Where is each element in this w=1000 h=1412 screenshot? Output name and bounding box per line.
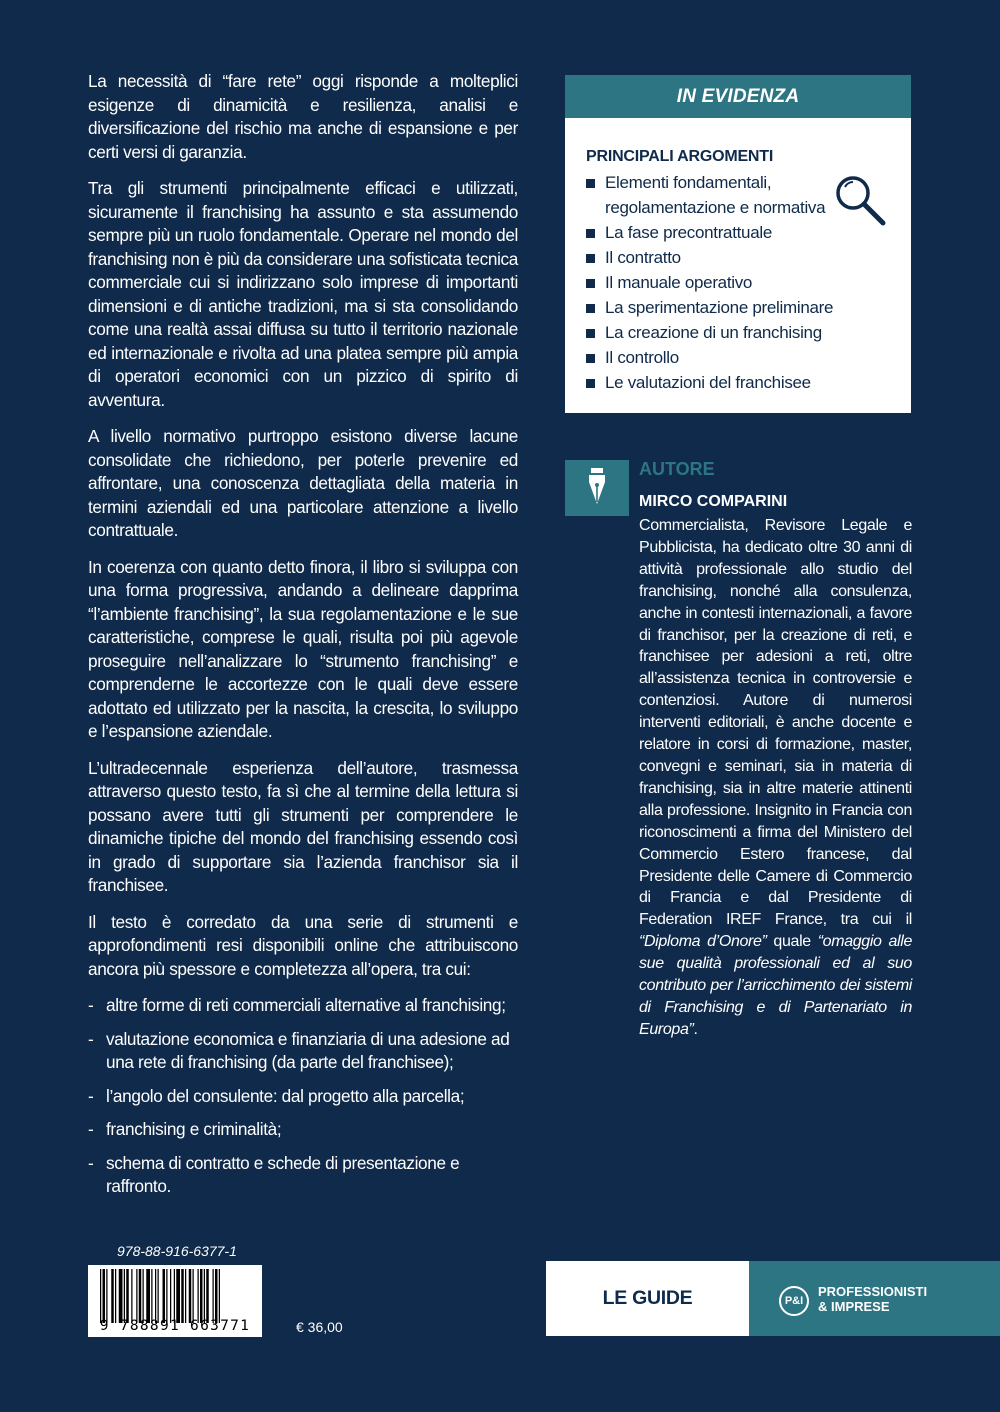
barcode-bar	[124, 1269, 125, 1323]
barcode-bar	[213, 1269, 214, 1323]
publisher-name	[818, 1284, 927, 1314]
in-evidenza-box	[565, 75, 911, 413]
square-bullet-icon	[586, 379, 595, 388]
bio-text: quale	[766, 933, 818, 951]
topic-text: La creazione di un franchising	[605, 323, 822, 342]
barcode-bar	[126, 1269, 129, 1323]
autore-label: AUTORE	[639, 459, 715, 479]
topic-item	[586, 220, 891, 245]
online-resources-list	[88, 994, 518, 1199]
barcode-bar	[103, 1269, 106, 1323]
publisher-line: PROFESSIONISTI	[818, 1284, 928, 1299]
intro-paragraph: L’ultradecennale esperienza dell’autore, trasmessa attraverso questo testo, fa sì che al termine della lettura si possano avere tutti gli strumenti per comprendere le dinamiche tipiche del mondo del franchising essendo così in grado di supportare sia l’azienda franchisor sia il franchisee.	[88, 757, 518, 895]
isbn-text: 978-88-916-6377-1	[117, 1243, 237, 1259]
list-item	[88, 1028, 518, 1075]
dash: -	[88, 1028, 94, 1049]
topic-item	[586, 245, 891, 270]
barcode-bar	[106, 1269, 107, 1323]
list-item-text: l’angolo del consulente: dal progetto alla parcella;	[106, 1085, 465, 1106]
intro-paragraph: Tra gli strumenti principalmente efficaci e utilizzati, sicuramente il franchising ha assunto e sta assumendo sempre più un ruolo fondamentale. Operare nel mondo del franchising non è più da considerare una sofisticata tecnica commerciale cui si indirizzano solo imprese di importanti dimensioni e di antiche tradizioni, ma si sta consolidando come una realtà assai diffusa su tutto il territorio nazionale ed internazionale e rivolta ad una platea sempre più ampia di operatori economici con un pizzico di spirito di avventura.	[88, 178, 518, 410]
topic-item	[586, 345, 891, 370]
barcode-bar	[219, 1269, 220, 1323]
square-bullet-icon	[586, 254, 595, 263]
barcode-bar	[176, 1269, 180, 1323]
price: € 36,00	[296, 1319, 343, 1335]
barcode-bar	[158, 1269, 159, 1323]
list-item-text: valutazione economica e finanziaria di una adesione ad una rete di franchising (da parte del franchisee);	[106, 1028, 510, 1072]
author-name: MIRCO COMPARINI	[639, 493, 788, 510]
topic-item	[586, 270, 891, 295]
list-item	[88, 1152, 518, 1199]
principali-argomenti-title: PRINCIPALI ARGOMENTI	[586, 148, 774, 165]
intro-paragraph: In coerenza con quanto detto finora, il libro si sviluppa con una forma progressiva, andando a delineare dapprima “l’ambiente franchising”, la sua regolamentazione e le sue caratteristiche, comprese le quali, risulta poi più agevole proseguire nell’analizzare lo “strumento franchising” e comprenderne le accortezze con le quali deve essere adottato ed utilizzato per la nascita, la crescita, lo sviluppo e l’espansione aziendale.	[88, 556, 518, 741]
barcode-bar	[115, 1269, 116, 1323]
topic-text: Il contratto	[605, 248, 681, 267]
intro-paragraph: La necessità di “fare rete” oggi risponde a molteplici esigenze di dinamicità e resilienza, analisi e diversificazione del rischio ma anche di espansione e per certi versi di garanzia.	[88, 71, 518, 162]
barcode-bars	[88, 1269, 262, 1323]
topic-item	[586, 320, 891, 345]
barcode-bar	[170, 1269, 171, 1323]
barcode-bar	[143, 1269, 144, 1323]
intro-paragraph: A livello normativo purtroppo esistono diverse lacune consolidate che richiedono, per poterle prevenire ed affrontare, una conoscenza dettagliata della materia in termini aziendali ed una particolare attenzione a livello contrattuale.	[88, 426, 518, 540]
barcode-digits: 9 788891 663771	[99, 1318, 251, 1334]
barcode-bar	[185, 1269, 186, 1323]
topic-text: Elementi fondamentali, regolamentazione e normativa	[605, 173, 826, 217]
barcode-bar	[136, 1269, 137, 1323]
intro-paragraph: Il testo è corredato da una serie di strumenti e approfondimenti resi disponibili online che attribuiscono ancora più spessore e completezza all’opera, tra cui:	[88, 911, 518, 979]
dash: -	[88, 995, 94, 1015]
barcode-bar	[198, 1269, 199, 1323]
list-item-text: schema di contratto e schede di presentazione e raffronto.	[106, 1152, 460, 1196]
author-bio	[639, 515, 912, 1041]
list-item	[88, 994, 518, 1018]
list-item	[88, 1085, 518, 1109]
in-evidenza-header: IN EVIDENZA	[565, 75, 911, 118]
fountain-pen-icon	[565, 460, 629, 516]
square-bullet-icon	[586, 279, 595, 288]
list-item	[88, 1118, 518, 1142]
barcode-bar	[215, 1269, 218, 1323]
description-column	[88, 70, 518, 1209]
in-evidenza-body	[565, 118, 911, 395]
barcode-bar	[174, 1269, 175, 1323]
barcode-bar	[111, 1269, 114, 1323]
square-bullet-icon	[586, 329, 595, 338]
barcode-bar	[119, 1269, 123, 1323]
bio-text: Commercialista, Revisore Legale e Pubblicista, ha dedicato oltre 30 anni di attività professionale allo studio del franchising, nonché alla consulenza, anche in contesti internazionali, a favore di franchisor, per la creazione di reti, e franchisee per adesioni a reti, oltre all’assistenza tecnica in controversie e contenziosi. Autore di numerosi interventi editoriali, è anche docente e relatore in corsi di formazione, master, convegni e seminari, sia in materia di franchising, sia in altre materie attinenti alla professione. Insignito in Francia con riconoscimenti a firma del Ministero del Commercio Estero francese, dal Presidente delle Camere di Commercio di Francia e dal Presidente di Federation IREF France, tra cui il	[639, 517, 912, 929]
barcode-bar	[189, 1269, 192, 1323]
barcode-bar	[206, 1269, 209, 1323]
topic-text: Il controllo	[605, 348, 679, 367]
barcode-bar	[204, 1269, 205, 1323]
topics-list	[586, 170, 891, 395]
barcode-bar	[131, 1269, 132, 1323]
barcode-bar	[139, 1269, 142, 1323]
list-item-text: franchising e criminalità;	[106, 1119, 282, 1139]
topic-item	[586, 170, 891, 220]
bio-text: .	[693, 1020, 698, 1038]
bio-italic: “omaggio alle sue qualità professionali ed al suo contributo per l’arricchimento dei sistemi di Franchising e di Partenariato in Europa”	[639, 933, 912, 1038]
barcode-bar	[193, 1269, 194, 1323]
series-name: LE GUIDE OPERATIVE	[546, 1261, 749, 1336]
barcode-bar	[163, 1269, 166, 1323]
topic-text: Il manuale operativo	[605, 273, 753, 292]
list-item-text: altre forme di reti commerciali alternative al franchising;	[106, 995, 506, 1015]
barcode	[88, 1265, 262, 1337]
dash: -	[88, 1085, 94, 1106]
publisher-logo-icon: P&I	[779, 1286, 809, 1316]
dash: -	[88, 1152, 94, 1173]
publisher-logo-box	[749, 1261, 1000, 1336]
square-bullet-icon	[586, 354, 595, 363]
bio-italic: “Diploma d’Onore”	[639, 933, 767, 951]
barcode-bar	[155, 1269, 156, 1323]
topic-item	[586, 295, 891, 320]
topic-text: La sperimentazione preliminare	[605, 298, 834, 317]
barcode-bar	[181, 1269, 184, 1323]
topic-text: La fase precontrattuale	[605, 223, 772, 242]
barcode-bar	[151, 1269, 152, 1323]
square-bullet-icon	[586, 229, 595, 238]
publisher-line: & IMPRESE	[818, 1299, 890, 1314]
square-bullet-icon	[586, 304, 595, 313]
square-bullet-icon	[586, 179, 595, 188]
barcode-bar	[200, 1269, 203, 1323]
dash: -	[88, 1119, 94, 1139]
topic-text: Le valutazioni del franchisee	[605, 373, 811, 392]
topic-item	[586, 370, 891, 395]
barcode-bar	[166, 1269, 167, 1323]
barcode-bar	[100, 1269, 101, 1323]
barcode-bar	[146, 1269, 150, 1323]
